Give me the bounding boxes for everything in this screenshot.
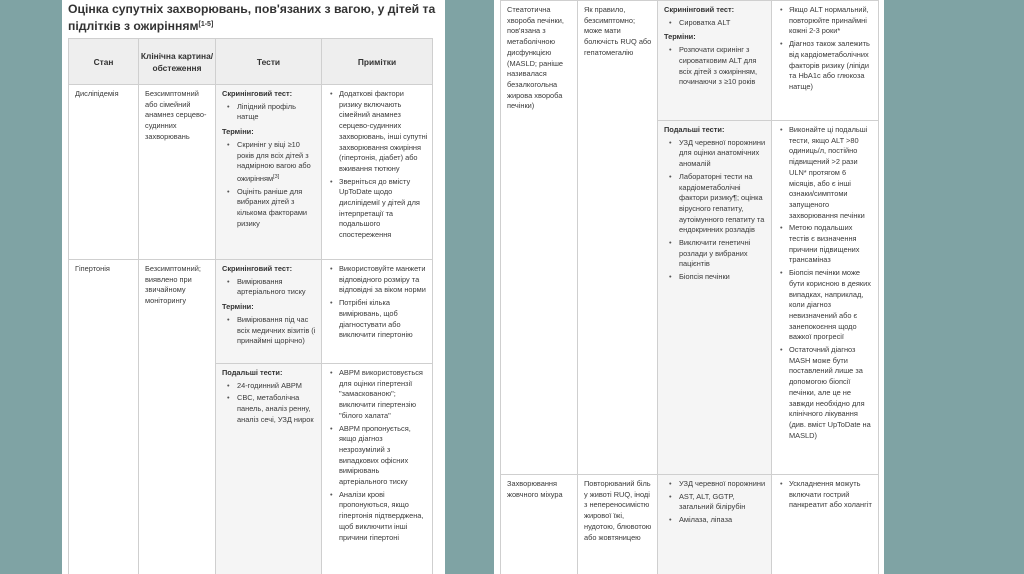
list-item: • АВРМ пропонується, якщо діагноз незрозумілий з випадкових офісних вимірювань артеріального тиску [328,424,428,488]
clinical-cell: Безсимптомний; виявлено при звичайному моніторингу [139,260,216,574]
list-item: • Оцініть раніше для вибраних дітей з кількома факторами ризику [222,187,317,230]
condition-cell: Гіпертонія [69,260,139,574]
table-row-dyslipidemia [69,85,433,260]
list-item: • Сироватка ALT [664,18,767,29]
right-page [494,0,884,574]
list-item: • Біопсія печінки [664,272,767,283]
clinical-cell: Як правило, безсимптомно; може мати болючість RUQ або гепатомегалію [578,1,658,475]
list-item: • Ускладнення можуть включати гострий панкреатит або холангіт [778,479,874,511]
list-item: • Біопсія печінки може бути корисною в деяких випадках, наприклад, коли діагноз невизначений або є занепокоєння щодо важкої прогресії [778,268,874,343]
header-tests: Тести [216,39,322,85]
list-item: • Вимірювання під час всіх медичних візитів (і принаймні щорічно) [222,315,317,347]
list-item: • Додаткові фактори ризику включають сімейний анамнез серцево-судинних захворювань, інші супутні захворювання ожиріння (гіпертонія, діабет) або вживання тютюну [328,89,428,175]
notes-cell [772,1,879,121]
list-item: • Використовуйте манжети відповідного розміру та відповідні за віком норми [328,264,428,296]
table-row-gallbladder [501,475,879,574]
tests-cell: Скринінговий тест: • Ліпідний профіль натще Терміни: • Скринінг у віці ≥10 років для всіх дітей з надмірною вагою або ожирінням[3] • Оцініть раніше для вибраних дітей з кількома факторами ризику [216,85,322,260]
list-item: • CBC, метаболічна панель, аналіз ренну, аналіз сечі, УЗД нирок [222,393,317,425]
list-item: • Ліпідний профіль натще [222,102,317,123]
condition-cell: Стеатотична хвороба печінки, пов'язана з метаболічною дисфункцією (MASLD; раніше називалася безалкогольна жирова хвороба печінки) [501,1,578,475]
list-item: • 24-годинний АВРМ [222,381,317,392]
list-item: • УЗД черевної порожнини для оцінки анатомічних аномалій [664,138,767,170]
left-page [62,0,445,574]
list-item: • Виключити генетичні розлади у вибраних пацієнтів [664,238,767,270]
notes-cell [772,121,879,475]
list-item: • Остаточний діагноз MASH може бути поставлений лише за допомогою біопсії печінки, але це не завжди необхідно для клінічного лікування (див. вміст UpToDate на MASLD) [778,345,874,441]
list-item: • Аналізи крові пропонуються, якщо гіпертонія підтверджена, щоб виключити інші причини гіпертоні [328,490,428,544]
list-item: • Метою подальших тестів є визначення причини підвищених трансаміназ [778,223,874,266]
condition-cell: Захворювання жовчного міхура [501,475,578,574]
list-item: • Амілаза, ліпаза [664,515,767,526]
notes-cell [322,364,433,574]
list-item: • Розпочати скринінг з сироватковим ALT для всіх дітей з ожирінням, починаючи з ≥10 років [664,45,767,88]
tests-cell: Подальші тести: • 24-годинний АВРМ • CBC, метаболічна панель, аналіз ренну, аналіз сечі, УЗД нирок [216,364,322,574]
list-item: • УЗД черевної порожнини [664,479,767,490]
page-title: Оцінка супутніх захворювань, пов'язаних з вагою, у дітей та підлітків з ожирінням[1-5] [68,2,436,33]
list-item: • AST, ALT, GGTP, загальний білірубін [664,492,767,513]
table-row-masld [501,1,879,121]
comorbidity-table-continued [500,0,879,574]
list-item: • Виконайте ці подальші тести, якщо ALT >80 одиниць/л, постійно підвищений >2 рази ULN* протягом 6 місяців, або є інші ознаки/симптоми запущеного захворювання печінки [778,125,874,221]
clinical-cell: Безсимптомний або сімейний анамнез серцево-судинних захворювань [139,85,216,260]
table-row-hypertension [69,260,433,364]
table-header-row [69,39,433,85]
header-condition: Стан [69,39,139,85]
list-item: • Діагноз також залежить від кардіометаболічних факторів ризику (ліпіди та HbA1c або глюкоза натще) [778,39,874,93]
comorbidity-table [68,38,433,574]
list-item: • Потрібні кілька вимірювань, щоб діагностувати або виключити гіпертонію [328,298,428,341]
tests-cell: Скринінговий тест: • Вимірювання артеріального тиску Терміни: • Вимірювання під час всіх медичних візитів (і принаймні щорічно) [216,260,322,364]
list-item: • Якщо ALT нормальний, повторюйте принаймні кожні 2-3 роки* [778,5,874,37]
tests-cell [658,475,772,574]
condition-cell: Дисліпідемія [69,85,139,260]
header-notes: Примітки [322,39,433,85]
notes-cell [322,260,433,364]
clinical-cell: Повторюваний біль у животі RUQ, іноді з непереносимістю жирової їжі, нудотою, блювотою або жовтяницею [578,475,658,574]
notes-cell [772,475,879,574]
header-clinical: Клінічна картина/ обстеження [139,39,216,85]
list-item: • Скринінг у віці ≥10 років для всіх дітей з надмірною вагою або ожирінням[3] [222,140,317,185]
tests-cell: Подальші тести: • УЗД черевної порожнини для оцінки анатомічних аномалій • Лабораторні тести на кардіометаболічні фактори ризику¶; оцінка вірусного гепатиту, аутоімунного гепатиту та ендокринних розладів • Виключити генетичні розлади у вибраних пацієнтів • Біопсія печінки [658,121,772,475]
list-item: • АВРМ використовується для оцінки гіпертензії "замаскованою"; виключити гіпертензію "білого халата" [328,368,428,422]
tests-cell: Скринінговий тест: • Сироватка ALT Терміни: • Розпочати скринінг з сироватковим ALT для всіх дітей з ожирінням, починаючи з ≥10 років [658,1,772,121]
list-item: • Зверніться до вмісту UpToDate щодо дисліпідемії у дітей для інтерпретації та подальшого спостереження [328,177,428,241]
list-item: • Вимірювання артеріального тиску [222,277,317,298]
list-item: • Лабораторні тести на кардіометаболічні фактори ризику¶; оцінка вірусного гепатиту, аутоімунного гепатиту та ендокринних розладів [664,172,767,236]
notes-cell [322,85,433,260]
